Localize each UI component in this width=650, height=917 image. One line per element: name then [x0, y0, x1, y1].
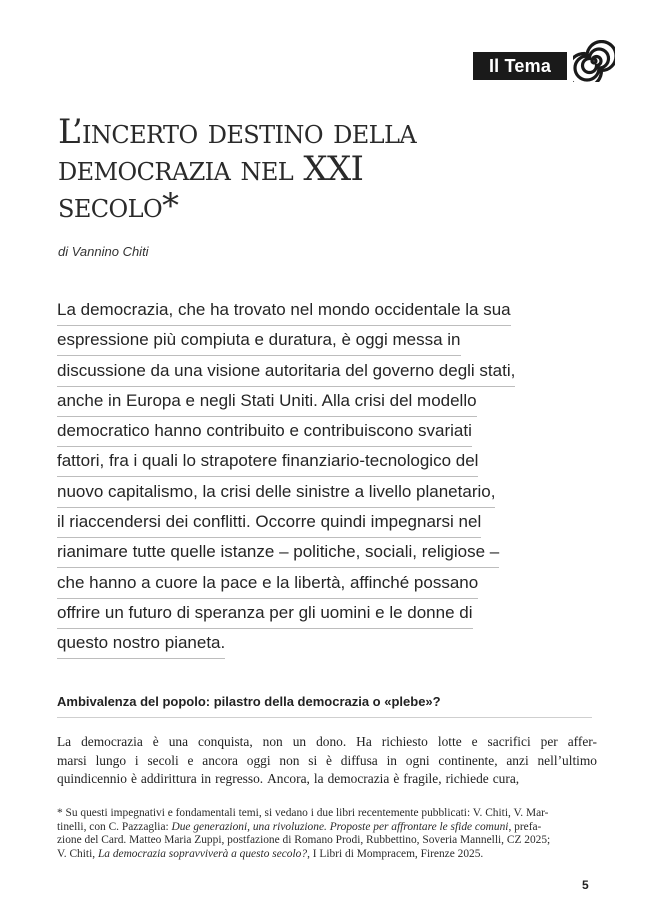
abstract-line: democratico hanno contribuito e contribuiscono svariati [57, 417, 577, 447]
section-heading: Ambivalenza del popolo: pilastro della democrazia o «plebe»? [57, 694, 441, 709]
abstract-line: offrire un futuro di speranza per gli uomini e le donne di [57, 599, 577, 629]
body-line: La democrazia è una conquista, non un dono. Ha richiesto lotte e sacrifici per affer- [57, 734, 597, 749]
article-title [58, 114, 618, 225]
page-number: 5 [582, 878, 589, 892]
book-title: Due generazioni, una rivoluzione. Proposte per affrontare le sfide comuni [171, 820, 509, 833]
footnote-line: * Su questi impegnativi e fondamentali temi, si vedano i due libri recentemente pubblicati: V. Chiti, V. Mar- [57, 807, 549, 819]
abstract [57, 296, 577, 660]
abstract-line: il riaccendersi dei conflitti. Occorre quindi impegnarsi nel [57, 508, 577, 538]
title-line: secolo* [58, 186, 179, 226]
section-tag: Il Tema [473, 52, 567, 80]
author-byline: di Vannino Chiti [58, 244, 149, 259]
title-line: democrazia nel XXI [58, 149, 364, 189]
abstract-line: La democrazia, che ha trovato nel mondo occidentale la sua [57, 296, 577, 326]
footnote-line: V. Chiti, La democrazia sopravviverà a questo secolo?, I Libri di Mompracem, Firenze 2025. [57, 847, 484, 860]
abstract-line: questo nostro pianeta. [57, 629, 577, 659]
body-line: marsi lungo i secoli e ancora oggi non si è diffusa in ogni continente, anzi nell’ultimo [57, 752, 597, 768]
abstract-line: rianimare tutte quelle istanze – politiche, sociali, religiose – [57, 538, 577, 568]
abstract-line: anche in Europa e negli Stati Uniti. Alla crisi del modello [57, 387, 577, 417]
title-line: L’incerto destino della [58, 112, 417, 152]
footnote [57, 807, 597, 861]
body-text [57, 733, 597, 789]
section-divider [57, 717, 592, 718]
footnote-line: zione del Card. Matteo Maria Zuppi, postfazione di Romano Prodi, Rubbettino, Soveria Mannelli, CZ 2025; [57, 834, 551, 847]
abstract-line: nuovo capitalismo, la crisi delle sinistre a livello planetario, [57, 478, 577, 508]
spiral-icon [573, 40, 615, 82]
abstract-line: fattori, fra i quali lo strapotere finanziario-tecnologico del [57, 447, 577, 477]
abstract-line: che hanno a cuore la pace e la libertà, affinché possano [57, 569, 577, 599]
abstract-line: discussione da una visione autoritaria del governo degli stati, [57, 357, 577, 387]
body-line: quindicennio è addirittura in regresso. Ancora, la democrazia è fragile, richiede cura, [57, 771, 520, 787]
abstract-line: espressione più compiuta e duratura, è oggi messa in [57, 326, 577, 356]
book-title: La democrazia sopravviverà a questo secolo? [97, 847, 308, 860]
footnote-line: tinelli, con C. Pazzaglia: Due generazioni, una rivoluzione. Proposte per affrontare le sfide comuni, prefa- [57, 820, 542, 833]
